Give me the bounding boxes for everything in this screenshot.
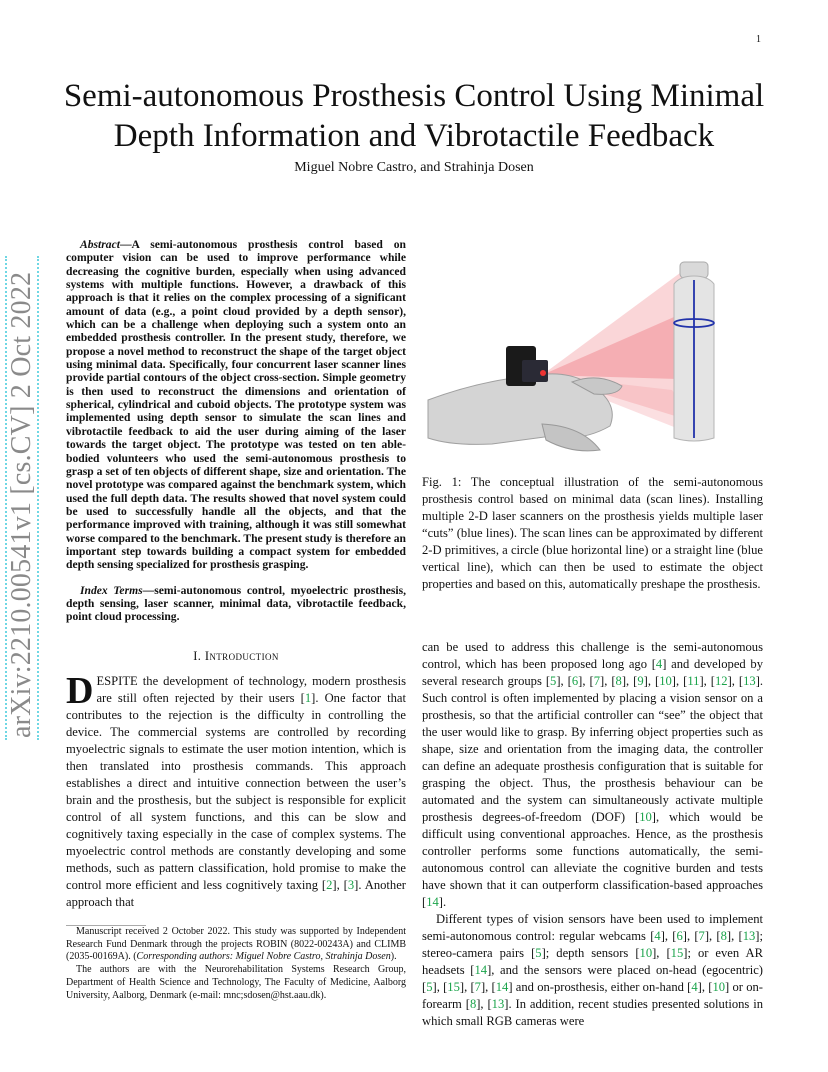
body-text: ], [ [578,674,594,688]
body-text: Different types of vision sensors have been used to implement semi-autonomous control: regular webcams [ [422,912,763,943]
body-text: ] or on-forearm [ [422,980,763,1011]
body-text: ], [ [476,997,492,1011]
section-heading-introduction: I. Introduction [193,648,279,663]
citation-link[interactable]: 10 [639,810,652,824]
citation-link[interactable]: 9 [637,674,644,688]
body-text: can be used to address this challenge is the semi-autonomous control, which has been proposed long ago [ [422,640,763,671]
body-text: ], [ [621,674,638,688]
right-paragraph-2 [422,911,763,1030]
index-terms-text: —semi-autonomous control, myoelectric prosthesis, depth sensing, laser scanner, minimal data, vibrotactile feedback, point cloud processing. [66,583,406,624]
citation-link[interactable]: 12 [714,674,728,688]
footnote-affiliation: The authors are with the Neurorehabilitation Systems Research Group, Department of Health Science and Technology, The Faculty of Medicine, Aalborg University, Aalborg, Denmark (e-mail: mnc;sdosen@hst.aau.dk). [66,964,406,1001]
citation-link[interactable]: 13 [742,929,756,943]
citation-link[interactable]: 10 [712,980,726,994]
body-text: ], [ [727,674,744,688]
intro-text: ESPITE the development of technology, modern prosthesis are still often rejected by their users [ [96,673,406,705]
body-text: ], [ [682,929,699,943]
right-paragraph-1 [422,639,763,911]
arxiv-identifier-stamp: arXiv:2210.00541v1 [cs.CV] 2 Oct 2022 [5,256,39,740]
citation-link[interactable]: 5 [426,980,433,994]
figure-caption: Fig. 1: The conceptual illustration of the semi-autonomous prosthesis control based on minimal data (scan lines). Installing multiple 2-D laser scanners on the prosthesis yields multiple laser “cuts” (blue lines). The scan lines can be approximated by different 2-D primitives, a circle (blue horizontal line) or a straight line (blue vertical line), which can then be used to estimate the object properties and based on this, automatically preshape the prosthesis. [422,475,763,591]
body-text: ], [ [704,929,721,943]
citation-link[interactable]: 10 [639,946,653,960]
body-text: ], [ [697,980,713,994]
citation-link[interactable]: 4 [691,980,698,994]
footnotes [66,926,406,1002]
citation-link[interactable]: 6 [676,929,683,943]
body-text: ], [ [556,674,572,688]
intro-text: ]. One factor that contributes to the rejection is the difficulty in controlling the device. The commercial systems are controlled by recording myoelectric signals to estimate the user motion intention, which is then translated into prosthesis commands. This approach establishes a direct and intuitive connection between the user’s brain and the prosthesis, but the subject is responsible for explicit control of all system functions, and this can be slow and cognitively taxing especially in the case of complex systems. The myoelectric control methods are constantly developing and some methods, such as pattern classification, hold promise to make the control more efficient and less cognitively taxing [ [66,690,406,892]
body-text: ], [ [726,929,743,943]
body-text: ]; depth sensors [ [541,946,640,960]
title-line-1: Semi-autonomous Prosthesis Control Using Minimal [63,78,765,114]
citation-link[interactable]: 2 [326,877,333,892]
laser-emitter [540,370,546,376]
citation-link[interactable]: 14 [426,895,439,909]
body-text: ], [ [652,946,671,960]
citation-link[interactable]: 8 [469,997,477,1011]
footnote-text: ). [390,951,397,963]
citation-link[interactable]: 4 [654,929,661,943]
citation-link[interactable]: 13 [743,674,756,688]
citation-link[interactable]: 6 [571,674,579,688]
figure-1-illustration [422,240,764,466]
citation-link[interactable]: 7 [474,980,481,994]
body-text: ], [ [480,980,496,994]
citation-link[interactable]: 1 [304,690,312,705]
introduction-paragraph [66,669,407,911]
abstract [66,238,406,572]
footnote-manuscript [66,926,406,964]
body-text: ], [ [459,980,475,994]
citation-link[interactable]: 5 [535,946,542,960]
body-text: ], [ [699,674,715,688]
citation-link[interactable]: 8 [615,674,622,688]
index-terms [66,584,406,624]
paper-title [40,76,788,156]
right-column [422,639,763,1030]
citation-link[interactable]: 13 [491,997,505,1011]
body-text: ]; or even AR headsets [ [422,946,763,977]
body-text: ]. In addition, recent studies presented solutions in which small RGB cameras were [422,997,764,1028]
body-text: ], which would be difficult using conventional approaches. Hence, as the prosthesis controller performs some functions automatically, the semi-autonomous control can alleviate the cognitive burden and tests have shown that it can outperform classification-based approaches [ [422,810,764,909]
page-number: 1 [756,34,761,45]
title-line-2: Depth Information and Vibrotactile Feedback [113,118,715,154]
body-text: ]. [438,895,447,909]
left-column [66,238,406,911]
citation-link[interactable]: 7 [698,929,705,943]
drop-cap: D [66,669,94,712]
body-text: ], [ [671,674,688,688]
citation-link[interactable]: 15 [447,980,460,994]
author-list: Miguel Nobre Castro, and Strahinja Dosen [294,160,534,175]
body-text: ], [ [660,929,677,943]
body-text: ]. Such control is often implemented by placing a vision sensor on a prosthesis, so that the artificial controller can “see” the object that the user would like to grasp. By inferring object properties such as shape, size and orientation from the imaging data, the controller can define an adequate prosthesis configuration that is suitable for grasping the object. Thus, the prosthesis behaviour can be automated and the system can simultaneously activate multiple prosthesis degrees-of-freedom (DOF) [ [422,674,764,824]
body-text: ] and on-prosthesis, either on-hand [ [508,980,692,994]
body-text: ], [ [600,674,616,688]
body-text: ]; stereo-camera pairs [ [422,929,763,960]
citation-link[interactable]: 10 [659,674,672,688]
footnote-text: Manuscript received 2 October 2022. This study was supported by Independent Research Fund Denmark through the projects ROBIN (8022-00243A) and CLIMB (2035-00169A). ( [66,926,406,963]
citation-link[interactable]: 3 [347,877,355,892]
citation-link[interactable]: 14 [495,980,509,994]
index-terms-lead: Index Terms [80,583,143,597]
citation-link[interactable]: 14 [474,963,488,977]
prosthesis-laser-illustration [422,240,764,466]
intro-text: ]. Another approach that [66,877,407,909]
citation-link[interactable]: 11 [687,674,700,688]
citation-link[interactable]: 15 [670,946,684,960]
citation-link[interactable]: 8 [720,929,727,943]
intro-text: ], [ [332,877,348,892]
body-text: ], [ [432,980,448,994]
footnote-emphasis: Corresponding authors: Miguel Nobre Castro, Strahinja Dosen [136,951,391,963]
body-text: ], and the sensors were placed on-head (egocentric) [ [422,963,763,994]
abstract-lead: Abstract [80,238,120,251]
abstract-text: —A semi-autonomous prosthesis control based on computer vision can be used to improve performance while decreasing the cognitive burden, especially when using advanced systems with multiple functions. However, a drawback of this approach is that it relies on the complex processing of a significant amount of data (e.g., a point cloud provided by a depth sensor), which can be a challenge when deploying such a system onto an embedded prosthesis controller. In the present study, therefore, we propose a novel method to reconstruct the shape of the target object using minimal data. Specifically, four concurrent laser scanner lines provide partial contours of the object cross-section. Simple geometry is then used to reconstruct the dimensions and orientation of spherical, cylindrical and cuboid objects. The prototype system was implemented using depth sensor to simulate the scan lines and vibrotactile feedback to aid the user during aiming of the laser towards the target object. The prototype was tested on ten able-bodied volunteers who used the semi-autonomous prosthesis to grasp a set of ten objects of different shape, size and orientation. The novel prototype was compared against the benchmark system, which used the full depth data. The results showed that novel system could be used to successfully handle all the objects, and that the performance improved with training, although it was still somewhat worse compared to the benchmark. The present study is therefore an important step towards building a compact system for embedded depth sensing specialized for prosthesis grasping. [66,238,406,572]
body-text: ] and developed by several research groups [ [422,657,764,688]
body-text: ], [ [643,674,660,688]
citation-link[interactable]: 7 [593,674,600,688]
citation-link[interactable]: 5 [550,674,557,688]
citation-link[interactable]: 4 [655,657,663,671]
